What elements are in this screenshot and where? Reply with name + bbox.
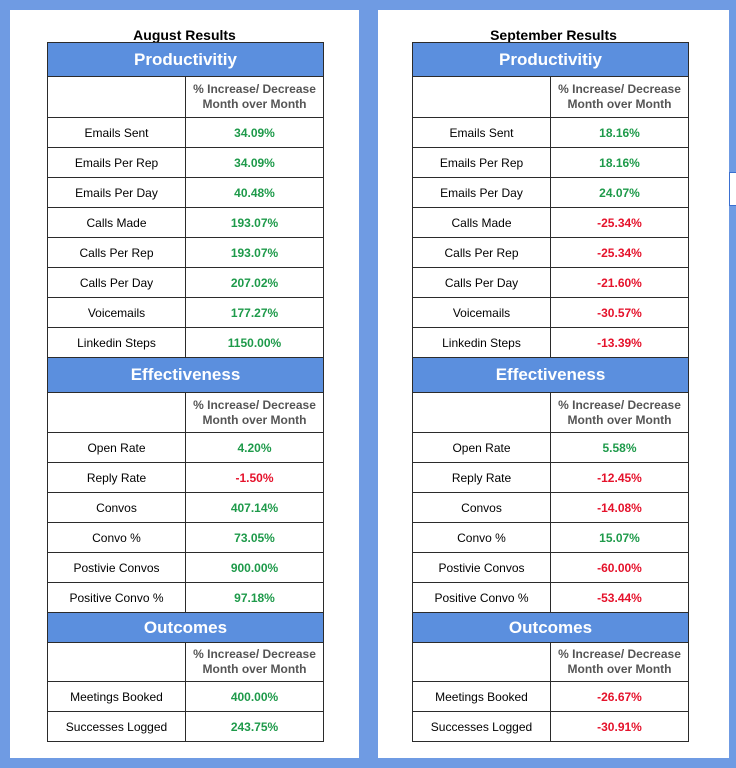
metric-label: Successes Logged bbox=[48, 712, 186, 742]
metric-value: -14.08% bbox=[551, 493, 689, 523]
table-row bbox=[48, 298, 324, 328]
metric-label: Emails Per Rep bbox=[48, 148, 186, 178]
table-row bbox=[413, 523, 689, 553]
change-column-header bbox=[186, 77, 324, 118]
metric-label: Linkedin Steps bbox=[413, 328, 551, 358]
change-column-header bbox=[186, 643, 324, 682]
metric-label: Linkedin Steps bbox=[48, 328, 186, 358]
metric-label: Positive Convo % bbox=[48, 583, 186, 613]
metric-label: Open Rate bbox=[48, 433, 186, 463]
column-header-line2: Month over Month bbox=[567, 97, 672, 111]
column-header-line2: Month over Month bbox=[202, 662, 307, 676]
table-row bbox=[48, 493, 324, 523]
metric-label: Emails Sent bbox=[413, 118, 551, 148]
column-header-line2: Month over Month bbox=[202, 97, 307, 111]
metric-value: 400.00% bbox=[186, 682, 324, 712]
column-header-row bbox=[48, 643, 324, 682]
table-row bbox=[48, 268, 324, 298]
metric-value: 207.02% bbox=[186, 268, 324, 298]
section-header-productivitiy bbox=[413, 43, 689, 77]
blank-header-cell bbox=[413, 77, 551, 118]
metric-label: Calls Made bbox=[413, 208, 551, 238]
column-header-row bbox=[413, 77, 689, 118]
blank-header-cell bbox=[48, 77, 186, 118]
metric-value: 34.09% bbox=[186, 148, 324, 178]
table-row bbox=[48, 523, 324, 553]
metric-value: -30.91% bbox=[551, 712, 689, 742]
metric-label: Postivie Convos bbox=[413, 553, 551, 583]
metric-label: Emails Per Day bbox=[48, 178, 186, 208]
panel-title: August Results bbox=[133, 27, 236, 43]
metric-value: 4.20% bbox=[186, 433, 324, 463]
metric-label: Calls Per Rep bbox=[413, 238, 551, 268]
metric-label: Calls Per Day bbox=[48, 268, 186, 298]
metric-value: 73.05% bbox=[186, 523, 324, 553]
change-column-header bbox=[551, 77, 689, 118]
table-row bbox=[413, 148, 689, 178]
table-row bbox=[48, 682, 324, 712]
column-header-line1: % Increase/ Decrease bbox=[193, 647, 316, 661]
table-row bbox=[413, 553, 689, 583]
metric-label: Open Rate bbox=[413, 433, 551, 463]
metric-label: Convos bbox=[413, 493, 551, 523]
blank-header-cell bbox=[48, 393, 186, 433]
metric-value: 407.14% bbox=[186, 493, 324, 523]
table-row bbox=[413, 268, 689, 298]
column-header-line1: % Increase/ Decrease bbox=[558, 647, 681, 661]
metric-value: 193.07% bbox=[186, 238, 324, 268]
metric-value: 1150.00% bbox=[186, 328, 324, 358]
column-header-line1: % Increase/ Decrease bbox=[193, 397, 316, 412]
section-title: Effectiveness bbox=[413, 358, 689, 393]
metric-label: Calls Made bbox=[48, 208, 186, 238]
table-row bbox=[413, 583, 689, 613]
column-header-row bbox=[48, 393, 324, 433]
metric-value: -30.57% bbox=[551, 298, 689, 328]
metric-value: 5.58% bbox=[551, 433, 689, 463]
metric-value: -60.00% bbox=[551, 553, 689, 583]
section-title: Effectiveness bbox=[48, 358, 324, 393]
change-column-header bbox=[186, 393, 324, 433]
table-row bbox=[413, 238, 689, 268]
metric-value: -21.60% bbox=[551, 268, 689, 298]
metric-value: -12.45% bbox=[551, 463, 689, 493]
metric-label: Emails Per Day bbox=[413, 178, 551, 208]
results-table bbox=[412, 42, 689, 742]
metric-value: -25.34% bbox=[551, 208, 689, 238]
metric-value: -25.34% bbox=[551, 238, 689, 268]
column-header-line2: Month over Month bbox=[202, 412, 307, 427]
blank-header-cell bbox=[413, 643, 551, 682]
metric-value: 18.16% bbox=[551, 148, 689, 178]
section-header-outcomes bbox=[48, 613, 324, 643]
metric-value: 18.16% bbox=[551, 118, 689, 148]
metric-value: -53.44% bbox=[551, 583, 689, 613]
column-header-line2: Month over Month bbox=[567, 412, 672, 427]
table-row bbox=[48, 583, 324, 613]
table-row bbox=[413, 712, 689, 742]
table-row bbox=[48, 238, 324, 268]
section-title: Productivitiy bbox=[413, 43, 689, 77]
partial-cell-edge bbox=[729, 172, 736, 206]
metric-label: Meetings Booked bbox=[413, 682, 551, 712]
metric-value: 177.27% bbox=[186, 298, 324, 328]
metric-label: Voicemails bbox=[48, 298, 186, 328]
metric-label: Calls Per Rep bbox=[48, 238, 186, 268]
table-row bbox=[48, 118, 324, 148]
column-header-line1: % Increase/ Decrease bbox=[558, 397, 681, 412]
metric-value: -26.67% bbox=[551, 682, 689, 712]
section-title: Productivitiy bbox=[48, 43, 324, 77]
table-row bbox=[413, 298, 689, 328]
metric-label: Voicemails bbox=[413, 298, 551, 328]
august-results-panel bbox=[10, 10, 359, 758]
metric-value: 40.48% bbox=[186, 178, 324, 208]
blank-header-cell bbox=[48, 643, 186, 682]
metric-value: -1.50% bbox=[186, 463, 324, 493]
metric-label: Convo % bbox=[413, 523, 551, 553]
table-row bbox=[48, 208, 324, 238]
table-row bbox=[48, 328, 324, 358]
table-row bbox=[48, 553, 324, 583]
metric-label: Positive Convo % bbox=[413, 583, 551, 613]
blank-header-cell bbox=[413, 393, 551, 433]
table-row bbox=[48, 463, 324, 493]
metric-label: Postivie Convos bbox=[48, 553, 186, 583]
september-results-panel bbox=[378, 10, 729, 758]
section-header-outcomes bbox=[413, 613, 689, 643]
metric-label: Convos bbox=[48, 493, 186, 523]
section-header-effectiveness bbox=[413, 358, 689, 393]
table-row bbox=[413, 178, 689, 208]
metric-label: Reply Rate bbox=[48, 463, 186, 493]
panel-title: September Results bbox=[490, 27, 617, 43]
metric-value: 97.18% bbox=[186, 583, 324, 613]
metric-value: 34.09% bbox=[186, 118, 324, 148]
metric-value: 243.75% bbox=[186, 712, 324, 742]
metric-label: Calls Per Day bbox=[413, 268, 551, 298]
table-row bbox=[413, 118, 689, 148]
metric-label: Emails Sent bbox=[48, 118, 186, 148]
table-row bbox=[413, 433, 689, 463]
change-column-header bbox=[551, 643, 689, 682]
table-row bbox=[48, 433, 324, 463]
metric-value: 193.07% bbox=[186, 208, 324, 238]
metric-label: Meetings Booked bbox=[48, 682, 186, 712]
column-header-line1: % Increase/ Decrease bbox=[193, 82, 316, 96]
metric-label: Successes Logged bbox=[413, 712, 551, 742]
metric-value: 900.00% bbox=[186, 553, 324, 583]
column-header-line2: Month over Month bbox=[567, 662, 672, 676]
column-header-line1: % Increase/ Decrease bbox=[558, 82, 681, 96]
section-title: Outcomes bbox=[413, 613, 689, 643]
table-row bbox=[48, 148, 324, 178]
metric-value: 15.07% bbox=[551, 523, 689, 553]
metric-label: Convo % bbox=[48, 523, 186, 553]
table-row bbox=[413, 493, 689, 523]
table-row bbox=[413, 208, 689, 238]
column-header-row bbox=[413, 393, 689, 433]
table-row bbox=[413, 328, 689, 358]
column-header-row bbox=[413, 643, 689, 682]
table-row bbox=[48, 178, 324, 208]
table-row bbox=[413, 682, 689, 712]
table-row bbox=[413, 463, 689, 493]
change-column-header bbox=[551, 393, 689, 433]
metric-value: 24.07% bbox=[551, 178, 689, 208]
section-title: Outcomes bbox=[48, 613, 324, 643]
results-table bbox=[47, 42, 324, 742]
section-header-effectiveness bbox=[48, 358, 324, 393]
metric-label: Reply Rate bbox=[413, 463, 551, 493]
metric-value: -13.39% bbox=[551, 328, 689, 358]
column-header-row bbox=[48, 77, 324, 118]
section-header-productivitiy bbox=[48, 43, 324, 77]
metric-label: Emails Per Rep bbox=[413, 148, 551, 178]
table-row bbox=[48, 712, 324, 742]
